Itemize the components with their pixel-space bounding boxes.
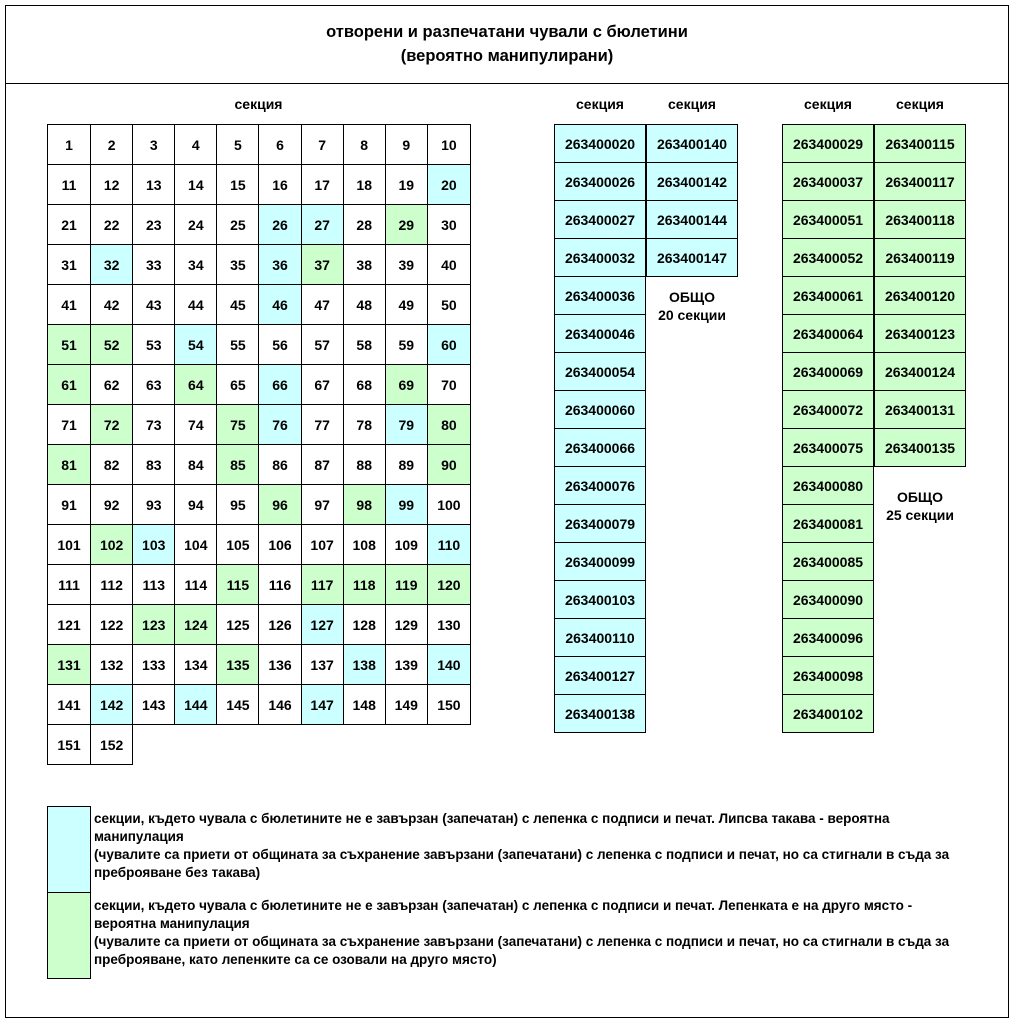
grid-row xyxy=(48,725,471,765)
section-cell-123: 123 xyxy=(133,605,175,645)
section-cell-147: 147 xyxy=(301,685,343,725)
section-cell-85: 85 xyxy=(217,445,259,485)
section-cell-131: 131 xyxy=(48,645,91,685)
section-cell-21: 21 xyxy=(48,205,91,245)
section-cell-65: 65 xyxy=(217,365,259,405)
blue-list-cell: 263400099 xyxy=(554,542,646,581)
empty-cell xyxy=(133,725,175,765)
section-cell-98: 98 xyxy=(343,485,385,525)
green-list-cell: 263400075 xyxy=(782,428,874,467)
title-line-1: отворени и разпечатани чували с бюлетини xyxy=(326,23,688,41)
section-cell-128: 128 xyxy=(343,605,385,645)
section-cell-139: 139 xyxy=(385,645,427,685)
green-list-cell: 263400069 xyxy=(782,352,874,391)
section-cell-137: 137 xyxy=(301,645,343,685)
blue-list-cell: 263400142 xyxy=(646,162,738,201)
blue-list-cell: 263400127 xyxy=(554,656,646,695)
section-grid xyxy=(47,124,471,765)
empty-cell xyxy=(217,725,259,765)
green-list-cell: 263400117 xyxy=(874,162,966,201)
blue-list-cell: 263400138 xyxy=(554,694,646,733)
section-cell-101: 101 xyxy=(48,525,91,565)
green-list-cell: 263400029 xyxy=(782,124,874,163)
green-list-cell: 263400118 xyxy=(874,200,966,239)
section-cell-79: 79 xyxy=(385,405,427,445)
legend-blue-swatch xyxy=(47,806,91,893)
section-cell-143: 143 xyxy=(133,685,175,725)
green-list-cell: 263400064 xyxy=(782,314,874,353)
green-list-cell: 263400123 xyxy=(874,314,966,353)
green-list-cell: 263400072 xyxy=(782,390,874,429)
section-cell-151: 151 xyxy=(48,725,91,765)
section-cell-6: 6 xyxy=(259,125,301,165)
section-cell-47: 47 xyxy=(301,285,343,325)
section-cell-82: 82 xyxy=(91,445,133,485)
section-cell-149: 149 xyxy=(385,685,427,725)
section-cell-148: 148 xyxy=(343,685,385,725)
green-list-cell: 263400120 xyxy=(874,276,966,315)
section-cell-84: 84 xyxy=(175,445,217,485)
section-cell-45: 45 xyxy=(217,285,259,325)
blue-list-cell: 263400076 xyxy=(554,466,646,505)
legend-green-swatch xyxy=(47,892,91,979)
section-cell-116: 116 xyxy=(259,565,301,605)
legend-green-line1: секции, където чувала с бюлетините не е завързан (запечатан) с лепенка с подписи и печат. Лепенката е на друго място - вероятна манипулация xyxy=(94,898,913,931)
grid-row xyxy=(48,605,471,645)
section-cell-121: 121 xyxy=(48,605,91,645)
section-cell-20: 20 xyxy=(427,165,470,205)
empty-cell xyxy=(301,725,343,765)
section-cell-1: 1 xyxy=(48,125,91,165)
section-cell-9: 9 xyxy=(385,125,427,165)
blue-list-cell: 263400060 xyxy=(554,390,646,429)
section-cell-31: 31 xyxy=(48,245,91,285)
section-cell-105: 105 xyxy=(217,525,259,565)
section-cell-25: 25 xyxy=(217,205,259,245)
section-cell-133: 133 xyxy=(133,645,175,685)
section-cell-75: 75 xyxy=(217,405,259,445)
section-cell-107: 107 xyxy=(301,525,343,565)
green-list-cell: 263400090 xyxy=(782,580,874,619)
section-cell-55: 55 xyxy=(217,325,259,365)
section-cell-141: 141 xyxy=(48,685,91,725)
section-cell-136: 136 xyxy=(259,645,301,685)
section-cell-49: 49 xyxy=(385,285,427,325)
section-cell-26: 26 xyxy=(259,205,301,245)
section-cell-99: 99 xyxy=(385,485,427,525)
section-cell-113: 113 xyxy=(133,565,175,605)
title-box xyxy=(5,5,1009,84)
section-cell-112: 112 xyxy=(91,565,133,605)
green-col1-header: секция xyxy=(804,96,852,112)
blue-total-label: ОБЩО xyxy=(668,289,716,305)
blue-list-cell: 263400046 xyxy=(554,314,646,353)
section-cell-150: 150 xyxy=(427,685,470,725)
green-list-cell: 263400135 xyxy=(874,428,966,467)
section-cell-114: 114 xyxy=(175,565,217,605)
grid-row xyxy=(48,565,471,605)
grid-row xyxy=(48,645,471,685)
blue-total xyxy=(646,288,738,324)
section-cell-43: 43 xyxy=(133,285,175,325)
blue-col2-header: секция xyxy=(668,96,716,112)
grid-row xyxy=(48,405,471,445)
section-cell-74: 74 xyxy=(175,405,217,445)
blue-list-cell: 263400032 xyxy=(554,238,646,277)
section-cell-93: 93 xyxy=(133,485,175,525)
green-list-cell: 263400080 xyxy=(782,466,874,505)
section-cell-32: 32 xyxy=(91,245,133,285)
section-cell-62: 62 xyxy=(91,365,133,405)
empty-cell xyxy=(385,725,427,765)
section-cell-5: 5 xyxy=(217,125,259,165)
section-cell-7: 7 xyxy=(301,125,343,165)
empty-cell xyxy=(175,725,217,765)
section-cell-118: 118 xyxy=(343,565,385,605)
section-cell-146: 146 xyxy=(259,685,301,725)
title-line-2: (вероятно манипулирани) xyxy=(400,47,614,65)
section-cell-115: 115 xyxy=(217,565,259,605)
section-cell-125: 125 xyxy=(217,605,259,645)
section-cell-3: 3 xyxy=(133,125,175,165)
section-cell-69: 69 xyxy=(385,365,427,405)
blue-list-col1 xyxy=(554,124,646,733)
legend-blue-line2: (чувалите са приети от общината за съхранение завързани (запечатани) с лепенка с подписи и печат, но са стигнали в съда за преброяване без такава) xyxy=(94,847,950,880)
section-cell-83: 83 xyxy=(133,445,175,485)
section-cell-120: 120 xyxy=(427,565,470,605)
section-cell-38: 38 xyxy=(343,245,385,285)
grid-row xyxy=(48,285,471,325)
section-cell-10: 10 xyxy=(427,125,470,165)
grid-row xyxy=(48,525,471,565)
section-cell-145: 145 xyxy=(217,685,259,725)
section-cell-127: 127 xyxy=(301,605,343,645)
blue-list-cell: 263400110 xyxy=(554,618,646,657)
section-cell-33: 33 xyxy=(133,245,175,285)
green-list-cell: 263400096 xyxy=(782,618,874,657)
section-cell-76: 76 xyxy=(259,405,301,445)
green-total-label: ОБЩО xyxy=(896,489,944,505)
grid-row xyxy=(48,205,471,245)
empty-cell xyxy=(427,725,470,765)
section-cell-86: 86 xyxy=(259,445,301,485)
section-cell-41: 41 xyxy=(48,285,91,325)
section-cell-80: 80 xyxy=(427,405,470,445)
section-cell-4: 4 xyxy=(175,125,217,165)
blue-list-cell: 263400144 xyxy=(646,200,738,239)
section-cell-15: 15 xyxy=(217,165,259,205)
section-cell-34: 34 xyxy=(175,245,217,285)
blue-list-cell: 263400103 xyxy=(554,580,646,619)
grid-row xyxy=(48,165,471,205)
blue-list-cell: 263400020 xyxy=(554,124,646,163)
section-cell-135: 135 xyxy=(217,645,259,685)
section-cell-103: 103 xyxy=(133,525,175,565)
blue-total-count: 20 секции xyxy=(658,307,726,323)
section-cell-11: 11 xyxy=(48,165,91,205)
section-cell-91: 91 xyxy=(48,485,91,525)
section-cell-132: 132 xyxy=(91,645,133,685)
section-cell-13: 13 xyxy=(133,165,175,205)
green-list-cell: 263400131 xyxy=(874,390,966,429)
section-cell-102: 102 xyxy=(91,525,133,565)
section-cell-124: 124 xyxy=(175,605,217,645)
empty-cell xyxy=(343,725,385,765)
section-cell-12: 12 xyxy=(91,165,133,205)
section-cell-142: 142 xyxy=(91,685,133,725)
section-cell-46: 46 xyxy=(259,285,301,325)
green-total xyxy=(874,488,966,524)
section-cell-89: 89 xyxy=(385,445,427,485)
section-cell-129: 129 xyxy=(385,605,427,645)
section-cell-29: 29 xyxy=(385,205,427,245)
section-cell-109: 109 xyxy=(385,525,427,565)
section-cell-58: 58 xyxy=(343,325,385,365)
section-cell-27: 27 xyxy=(301,205,343,245)
section-cell-104: 104 xyxy=(175,525,217,565)
section-cell-78: 78 xyxy=(343,405,385,445)
green-list-cell: 263400119 xyxy=(874,238,966,277)
legend-green-text xyxy=(94,897,974,969)
section-cell-54: 54 xyxy=(175,325,217,365)
blue-list-cell: 263400036 xyxy=(554,276,646,315)
blue-col1-header: секция xyxy=(576,96,624,112)
section-cell-152: 152 xyxy=(91,725,133,765)
section-cell-140: 140 xyxy=(427,645,470,685)
grid-row xyxy=(48,325,471,365)
section-cell-73: 73 xyxy=(133,405,175,445)
section-cell-44: 44 xyxy=(175,285,217,325)
section-cell-23: 23 xyxy=(133,205,175,245)
green-list-cell: 263400102 xyxy=(782,694,874,733)
green-list-cell: 263400061 xyxy=(782,276,874,315)
section-cell-68: 68 xyxy=(343,365,385,405)
section-cell-52: 52 xyxy=(91,325,133,365)
section-cell-35: 35 xyxy=(217,245,259,285)
section-cell-48: 48 xyxy=(343,285,385,325)
grid-row xyxy=(48,485,471,525)
section-cell-19: 19 xyxy=(385,165,427,205)
section-cell-53: 53 xyxy=(133,325,175,365)
section-cell-111: 111 xyxy=(48,565,91,605)
section-cell-63: 63 xyxy=(133,365,175,405)
legend-blue-line1: секции, където чувала с бюлетините не е завързан (запечатан) с лепенка с подписи и печат. Липсва такава - вероятна манипулация xyxy=(94,811,890,844)
legend-green-line2: (чувалите са приети от общината за съхранение завързани (запечатани) с лепенка с подписи и печат, но са стигнали в съда за преброяване, като лепенките са се озовали на друго място) xyxy=(94,934,950,967)
green-list-cell: 263400115 xyxy=(874,124,966,163)
section-cell-90: 90 xyxy=(427,445,470,485)
section-cell-134: 134 xyxy=(175,645,217,685)
green-list-cell: 263400037 xyxy=(782,162,874,201)
section-cell-36: 36 xyxy=(259,245,301,285)
section-cell-71: 71 xyxy=(48,405,91,445)
grid-row xyxy=(48,125,471,165)
section-cell-70: 70 xyxy=(427,365,470,405)
green-list-cell: 263400081 xyxy=(782,504,874,543)
section-cell-60: 60 xyxy=(427,325,470,365)
section-cell-72: 72 xyxy=(91,405,133,445)
section-cell-117: 117 xyxy=(301,565,343,605)
blue-list-cell: 263400026 xyxy=(554,162,646,201)
green-col2-header: секция xyxy=(896,96,944,112)
section-cell-106: 106 xyxy=(259,525,301,565)
green-list-cell: 263400098 xyxy=(782,656,874,695)
blue-list-cell: 263400066 xyxy=(554,428,646,467)
section-cell-67: 67 xyxy=(301,365,343,405)
section-cell-87: 87 xyxy=(301,445,343,485)
green-list-cell: 263400085 xyxy=(782,542,874,581)
section-cell-17: 17 xyxy=(301,165,343,205)
grid-header: секция xyxy=(234,96,283,112)
section-cell-96: 96 xyxy=(259,485,301,525)
blue-list-cell: 263400140 xyxy=(646,124,738,163)
section-cell-57: 57 xyxy=(301,325,343,365)
section-cell-88: 88 xyxy=(343,445,385,485)
section-cell-95: 95 xyxy=(217,485,259,525)
grid-row xyxy=(48,445,471,485)
green-list-col1 xyxy=(782,124,874,733)
section-cell-16: 16 xyxy=(259,165,301,205)
section-cell-40: 40 xyxy=(427,245,470,285)
section-cell-37: 37 xyxy=(301,245,343,285)
section-cell-30: 30 xyxy=(427,205,470,245)
section-cell-130: 130 xyxy=(427,605,470,645)
section-cell-126: 126 xyxy=(259,605,301,645)
green-list-col2 xyxy=(874,124,966,467)
section-cell-51: 51 xyxy=(48,325,91,365)
green-list-cell: 263400051 xyxy=(782,200,874,239)
green-list-cell: 263400052 xyxy=(782,238,874,277)
section-cell-97: 97 xyxy=(301,485,343,525)
section-cell-100: 100 xyxy=(427,485,470,525)
grid-row xyxy=(48,685,471,725)
section-cell-56: 56 xyxy=(259,325,301,365)
empty-cell xyxy=(259,725,301,765)
section-cell-94: 94 xyxy=(175,485,217,525)
section-cell-22: 22 xyxy=(91,205,133,245)
green-list-cell: 263400124 xyxy=(874,352,966,391)
section-cell-138: 138 xyxy=(343,645,385,685)
section-cell-8: 8 xyxy=(343,125,385,165)
section-cell-66: 66 xyxy=(259,365,301,405)
blue-list-cell: 263400054 xyxy=(554,352,646,391)
blue-list-cell: 263400027 xyxy=(554,200,646,239)
blue-list-cell: 263400079 xyxy=(554,504,646,543)
grid-row xyxy=(48,245,471,285)
blue-list-cell: 263400147 xyxy=(646,238,738,277)
section-cell-122: 122 xyxy=(91,605,133,645)
section-cell-81: 81 xyxy=(48,445,91,485)
section-cell-42: 42 xyxy=(91,285,133,325)
section-cell-119: 119 xyxy=(385,565,427,605)
section-cell-77: 77 xyxy=(301,405,343,445)
section-cell-61: 61 xyxy=(48,365,91,405)
section-cell-18: 18 xyxy=(343,165,385,205)
section-cell-39: 39 xyxy=(385,245,427,285)
grid-row xyxy=(48,365,471,405)
section-cell-24: 24 xyxy=(175,205,217,245)
section-cell-28: 28 xyxy=(343,205,385,245)
section-cell-110: 110 xyxy=(427,525,470,565)
section-cell-59: 59 xyxy=(385,325,427,365)
section-cell-64: 64 xyxy=(175,365,217,405)
section-cell-144: 144 xyxy=(175,685,217,725)
section-cell-2: 2 xyxy=(91,125,133,165)
legend-blue-text xyxy=(94,810,974,882)
blue-list-col2 xyxy=(646,124,738,277)
section-cell-50: 50 xyxy=(427,285,470,325)
section-cell-108: 108 xyxy=(343,525,385,565)
section-cell-92: 92 xyxy=(91,485,133,525)
green-total-count: 25 секции xyxy=(886,507,954,523)
section-cell-14: 14 xyxy=(175,165,217,205)
